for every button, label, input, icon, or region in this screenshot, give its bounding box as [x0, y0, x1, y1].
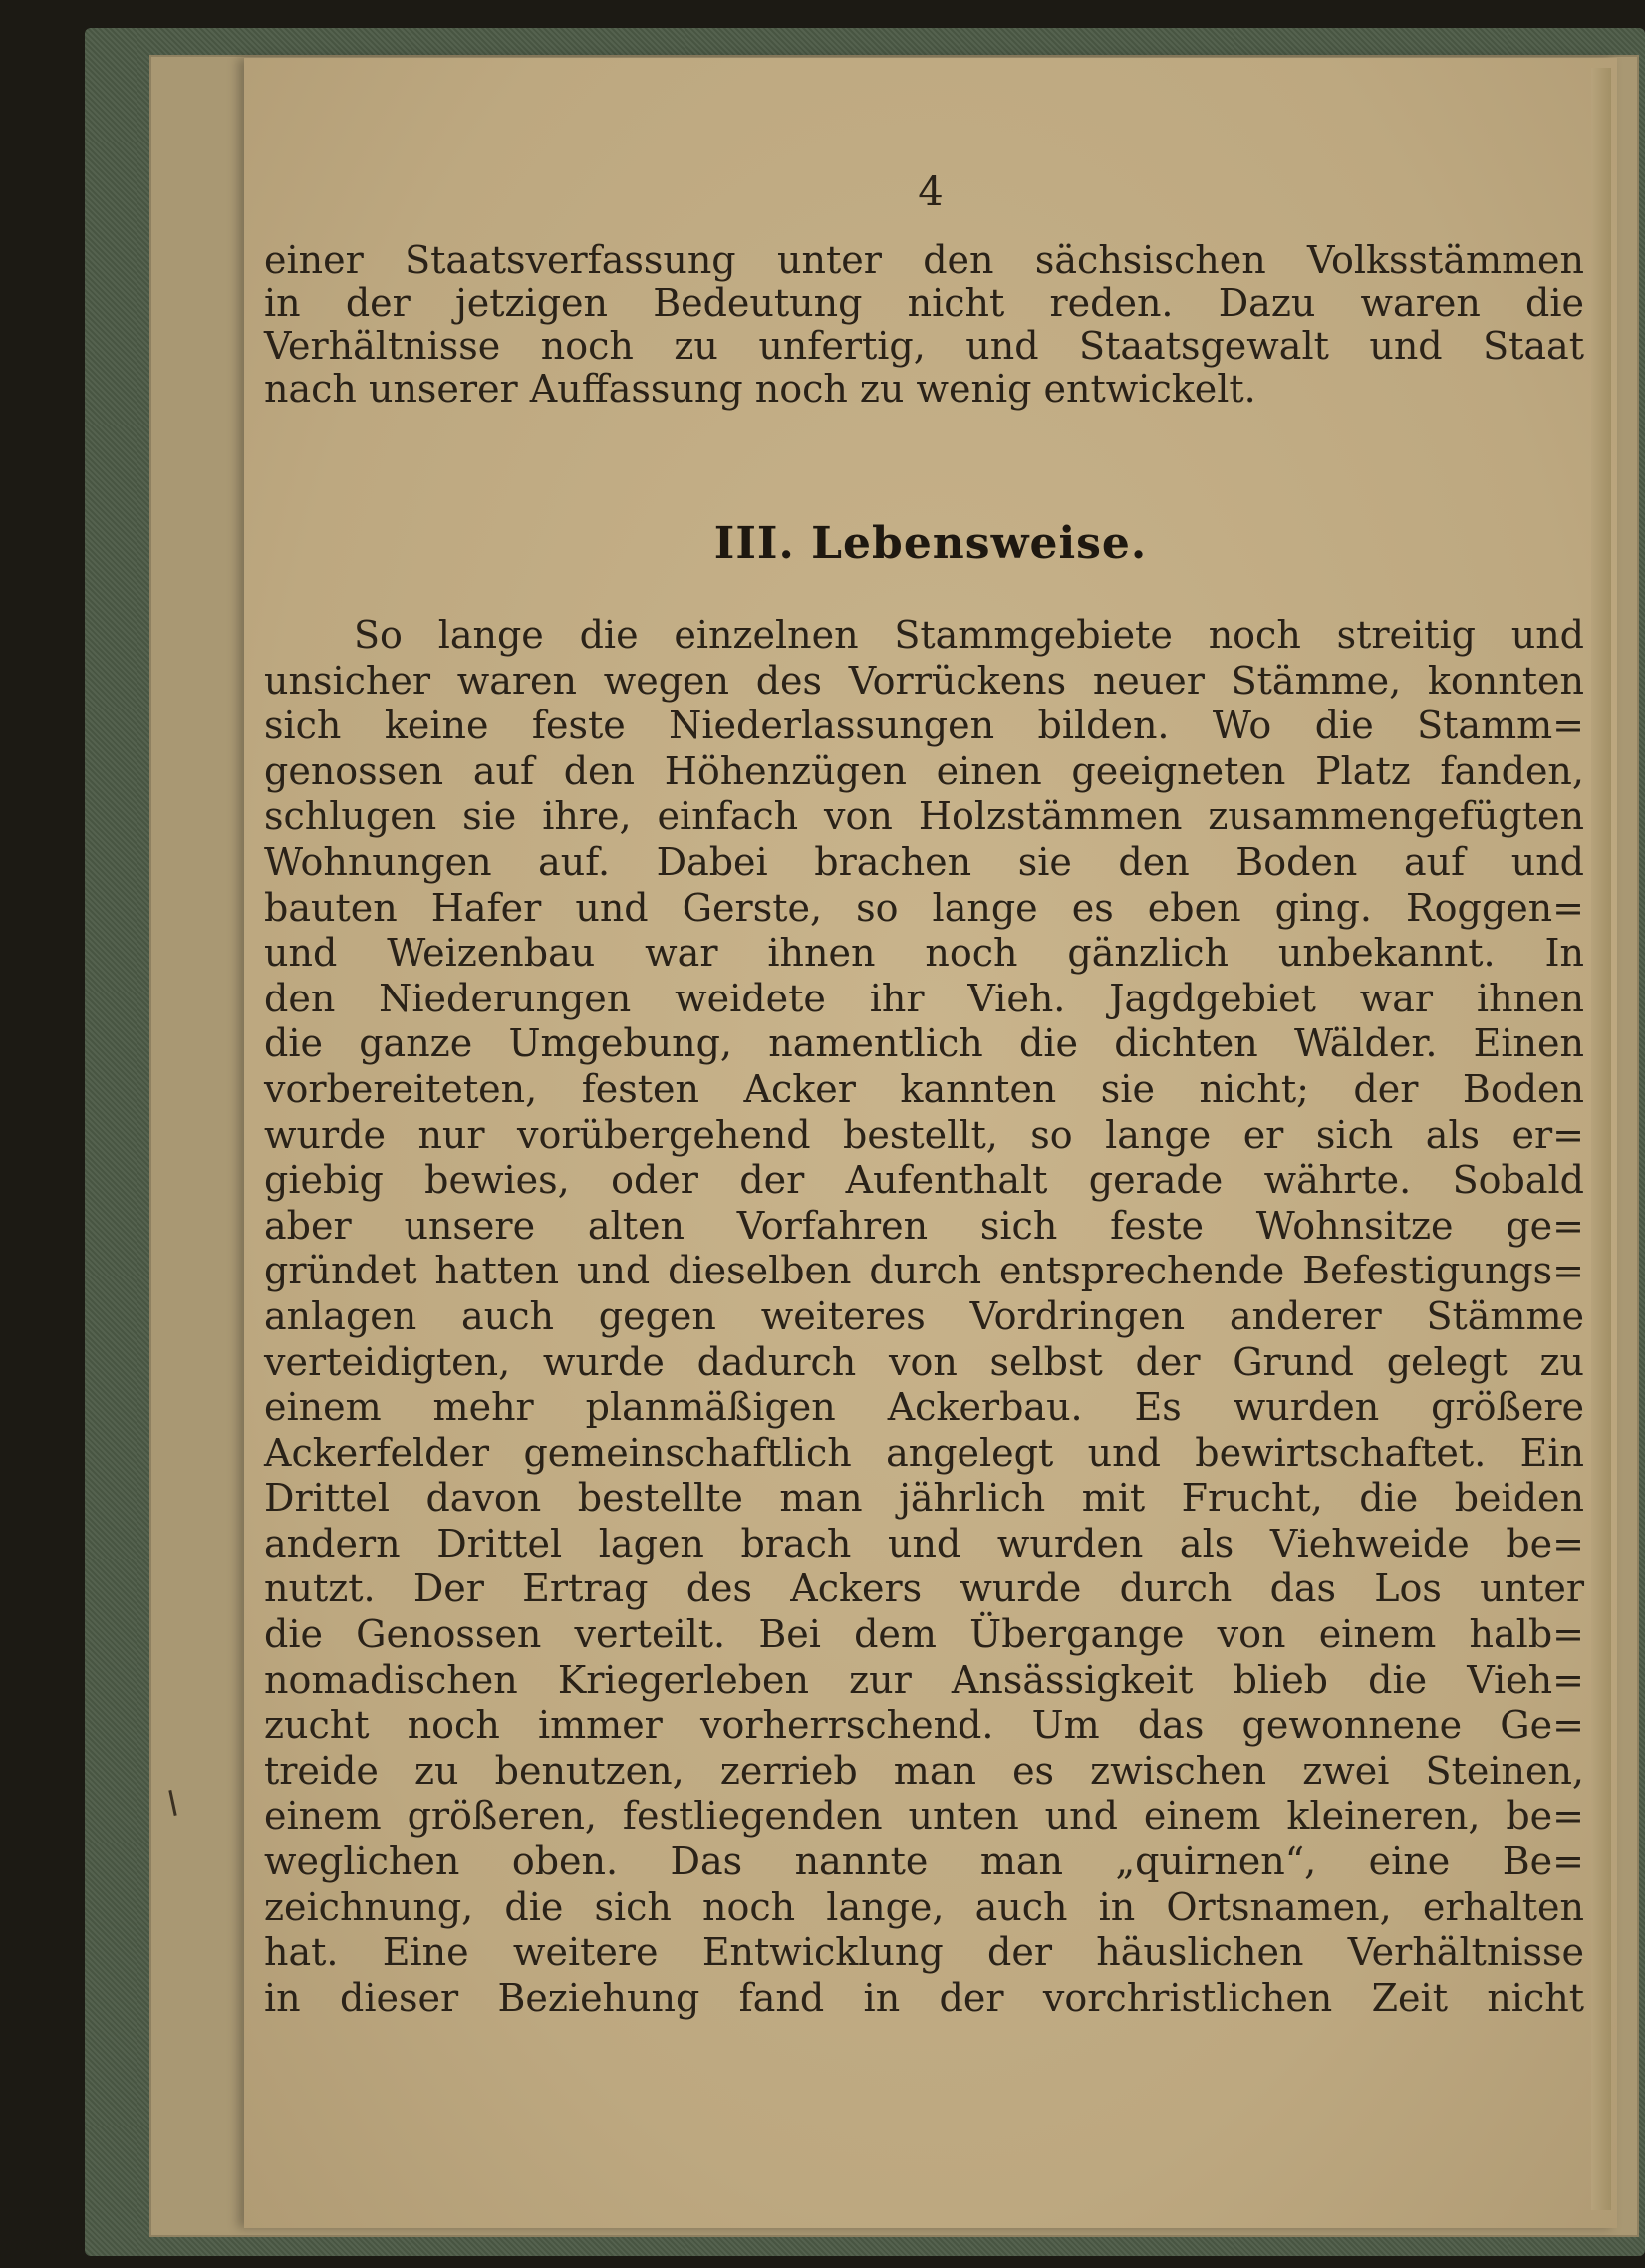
text-line: treide zu benutzen, zerrieb man es zwischen zwei Steinen,: [264, 1748, 1584, 1793]
text-line: einem mehr planmäßigen Ackerbau. Es wurden größere: [264, 1385, 1584, 1430]
text-line: genossen auf den Höhenzügen einen geeigneten Platz fanden,: [264, 748, 1584, 793]
section-heading: III. Lebensweise.: [713, 518, 1148, 569]
text-line: nutzt. Der Ertrag des Ackers wurde durch das Los unter: [264, 1566, 1584, 1611]
text-line: schlugen sie ihre, einfach von Holzstämmen zusammengefügten: [264, 794, 1584, 839]
text-line: einem größeren, festliegenden unten und einem kleineren, be=: [264, 1794, 1584, 1839]
text-line: nach unserer Auffassung noch zu wenig entwickelt.: [264, 367, 1256, 411]
text-line: Ackerfelder gemeinschaftlich angelegt und bewirtschaftet. Ein: [264, 1430, 1584, 1475]
body-paragraph: [264, 613, 1584, 2021]
text-line: giebig bewies, oder der Aufenthalt gerade währte. Sobald: [264, 1158, 1584, 1203]
text-line: die Genossen verteilt. Bei dem Übergange von einem halb=: [264, 1612, 1584, 1657]
intro-paragraph: [264, 239, 1584, 411]
text-line: Drittel davon bestellte man jährlich mit Frucht, die beiden: [264, 1476, 1584, 1521]
text-line: in dieser Beziehung fand in der vorchristlichen Zeit nicht: [264, 1975, 1584, 2020]
text-line: wurde nur vorübergehend bestellt, so lange er sich als er=: [264, 1112, 1584, 1157]
text-line: den Niederungen weidete ihr Vieh. Jagdgebiet war ihnen: [264, 976, 1584, 1020]
text-line: gründet hatten und dieselben durch entsprechende Befestigungs=: [264, 1249, 1584, 1293]
text-line: Verhältnisse noch zu unfertig, und Staatsgewalt und Staat: [264, 324, 1584, 368]
text-line: aber unsere alten Vorfahren sich feste Wohnsitze ge=: [264, 1203, 1584, 1248]
text-line: zeichnung, die sich noch lange, auch in Ortsnamen, erhalten: [264, 1884, 1584, 1929]
text-line: andern Drittel lagen brach und wurden als Viehweide be=: [264, 1521, 1584, 1565]
text-line: in der jetzigen Bedeutung nicht reden. Dazu waren die: [264, 281, 1584, 325]
text-line: bauten Hafer und Gerste, so lange es eben ging. Roggen=: [264, 885, 1584, 930]
text-line: hat. Eine weitere Entwicklung der häuslichen Verhältnisse: [264, 1930, 1584, 1975]
text-line: Wohnungen auf. Dabei brachen sie den Boden auf und: [264, 839, 1584, 884]
text-line: weglichen oben. Das nannte man „quirnen“, eine Be=: [264, 1840, 1584, 1884]
text-line: So lange die einzelnen Stammgebiete noch streitig und: [354, 613, 1584, 657]
page-number: 4: [918, 169, 944, 215]
page-edge: [1591, 68, 1611, 2210]
text-line: und Weizenbau war ihnen noch gänzlich unbekannt. In: [264, 931, 1584, 976]
text-line: unsicher waren wegen des Vorrückens neuer Stämme, konnten: [264, 658, 1584, 703]
text-line: nomadischen Kriegerleben zur Ansässigkeit blieb die Vieh=: [264, 1657, 1584, 1702]
text-line: sich keine feste Niederlassungen bilden. Wo die Stamm=: [264, 704, 1584, 748]
text-line: zucht noch immer vorherrschend. Um das gewonnene Ge=: [264, 1703, 1584, 1748]
text-line: die ganze Umgebung, namentlich die dichten Wälder. Einen: [264, 1021, 1584, 1066]
text-line: verteidigten, wurde dadurch von selbst der Grund gelegt zu: [264, 1339, 1584, 1384]
text-line: einer Staatsverfassung unter den sächsischen Volksstämmen: [264, 238, 1584, 282]
text-line: anlagen auch gegen weiteres Vordringen anderer Stämme: [264, 1293, 1584, 1338]
text-line: vorbereiteten, festen Acker kannten sie nicht; der Boden: [264, 1066, 1584, 1111]
